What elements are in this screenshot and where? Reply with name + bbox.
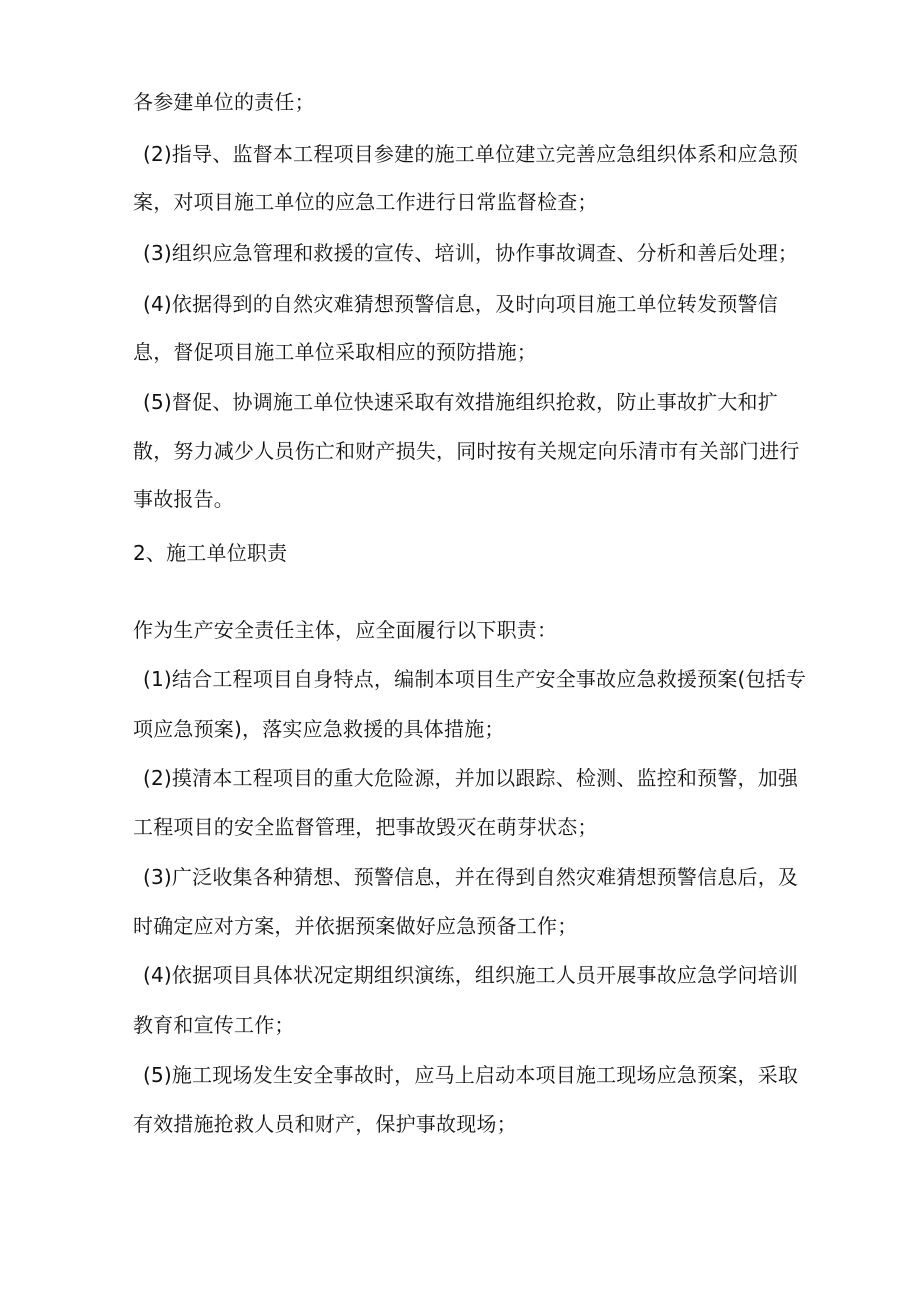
text-line: 散，努力减少人员伤亡和财产损失，同时按有关规定向乐清市有关部门进行 <box>133 439 800 463</box>
text-line: (4)依据项目具体状况定期组织演练，组织施工人员开展事故应急学问培训 <box>143 963 799 987</box>
text-line: 息，督促项目施工单位采取相应的预防措施； <box>133 340 537 364</box>
text-line: 各参建单位的责任； <box>133 90 315 114</box>
text-line: (2)摸清本工程项目的重大危险源，并加以跟踪、检测、监控和预警，加强 <box>143 766 799 790</box>
text-line: 时确定应对方案，并依据预案做好应急预备工作； <box>133 914 578 938</box>
text-line: (3)广泛收集各种猜想、预警信息，并在得到自然灾难猜想预警信息后，及 <box>143 865 799 889</box>
text-line: (5)督促、协调施工单位快速采取有效措施组织抢救，防止事故扩大和扩 <box>143 390 778 414</box>
text-line: (2)指导、监督本工程项目参建的施工单位建立完善应急组织体系和应急预 <box>143 142 799 166</box>
text-line: (1)结合工程项目自身特点，编制本项目生产安全事故应急救援预案(包括专 <box>143 667 807 691</box>
text-line: 有效措施抢救人员和财产，保护事故现场； <box>133 1112 517 1136</box>
text-line: 作为生产安全责任主体，应全面履行以下职责： <box>133 618 558 642</box>
text-line: 工程项目的安全监督管理，把事故毁灭在萌芽状态； <box>133 815 598 839</box>
text-line: (5)施工现场发生安全事故时，应马上启动本项目施工现场应急预案，采取 <box>143 1063 799 1087</box>
text-line: (4)依据得到的自然灾难猜想预警信息，及时向项目施工单位转发预警信 <box>143 292 778 316</box>
text-line: 事故报告。 <box>133 487 234 511</box>
text-line: 教育和宣传工作； <box>133 1013 295 1037</box>
text-line: 案，对项目施工单位的应急工作进行日常监督检查； <box>133 190 598 214</box>
section-heading: 2、施工单位职责 <box>133 541 288 565</box>
text-line: (3)组织应急管理和救援的宣传、培训，协作事故调查、分析和善后处理； <box>143 241 799 265</box>
text-line: 项应急预案)，落实应急救援的具体措施； <box>133 717 505 741</box>
